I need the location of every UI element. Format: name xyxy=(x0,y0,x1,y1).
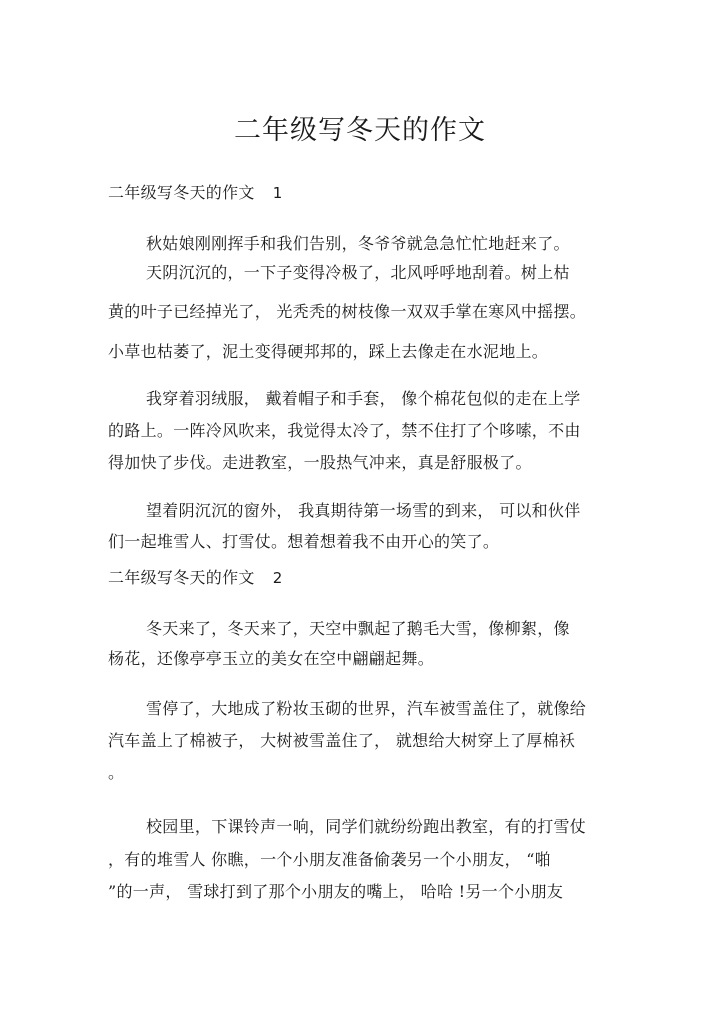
section-2-number: 2 xyxy=(272,569,283,587)
section-1-number: 1 xyxy=(272,184,283,202)
section-2-heading xyxy=(108,567,608,589)
section-1-line: 的路上。一阵冷风吹来，我觉得太冷了，禁不住打了个哆嗦，不由 xyxy=(108,421,581,440)
section-1-line: 秋姑娘刚刚挥手和我们告别，冬爷爷就急急忙忙地赶来了。 xyxy=(146,234,570,253)
section-1-line: 得加快了步伐。走进教室，一股热气冲来，真是舒服极了。 xyxy=(108,453,532,472)
section-2-line: 雪停了，大地成了粉妆玉砌的世界，汽车被雪盖住了，就像给 xyxy=(146,699,587,718)
section-2-line: 。 xyxy=(108,763,125,782)
section-2-line: ”的一声， 雪球打到了那个小朋友的嘴上， 哈哈 !另一个小朋友 xyxy=(108,882,564,901)
section-1-line: 小草也枯萎了，泥土变得硬邦邦的，踩上去像走在水泥地上。 xyxy=(108,342,549,361)
section-2-line: 杨花，还像亭亭玉立的美女在空中翩翩起舞。 xyxy=(108,649,435,668)
section-1-line: 我穿着羽绒服， 戴着帽子和手套， 像个棉花包似的走在上学 xyxy=(146,389,581,408)
section-1-line: 们一起堆雪人、打雪仗。想着想着我不由开心的笑了。 xyxy=(108,532,500,551)
section-1-heading xyxy=(108,182,608,204)
section-1-heading-text: 二年级写冬天的作文 xyxy=(108,183,255,202)
section-1-line: 黄的叶子已经掉光了， 光秃秃的树枝像一双双手掌在寒风中摇摆。 xyxy=(108,302,587,321)
section-2-line: 校园里，下课铃声一响，同学们就纷纷跑出教室，有的打雪仗 xyxy=(146,817,587,836)
section-1-line: 天阴沉沉的，一下子变得冷极了，北风呼呼地刮着。树上枯 xyxy=(146,263,570,282)
section-2-line: ，有的堆雪人 你瞧，一个小朋友准备偷袭另一个小朋友， “啪 xyxy=(108,850,552,869)
section-1-line: 望着阴沉沉的窗外， 我真期待第一场雪的到来， 可以和伙伴 xyxy=(146,501,581,520)
section-2-line: 冬天来了，冬天来了，天空中飘起了鹅毛大雪，像柳絮，像 xyxy=(146,619,570,638)
section-2-line: 汽车盖上了棉被子， 大树被雪盖住了， 就想给大树穿上了厚棉袄 xyxy=(108,731,576,750)
section-2-heading-text: 二年级写冬天的作文 xyxy=(108,568,255,587)
document-title: 二年级写冬天的作文 xyxy=(234,115,486,146)
